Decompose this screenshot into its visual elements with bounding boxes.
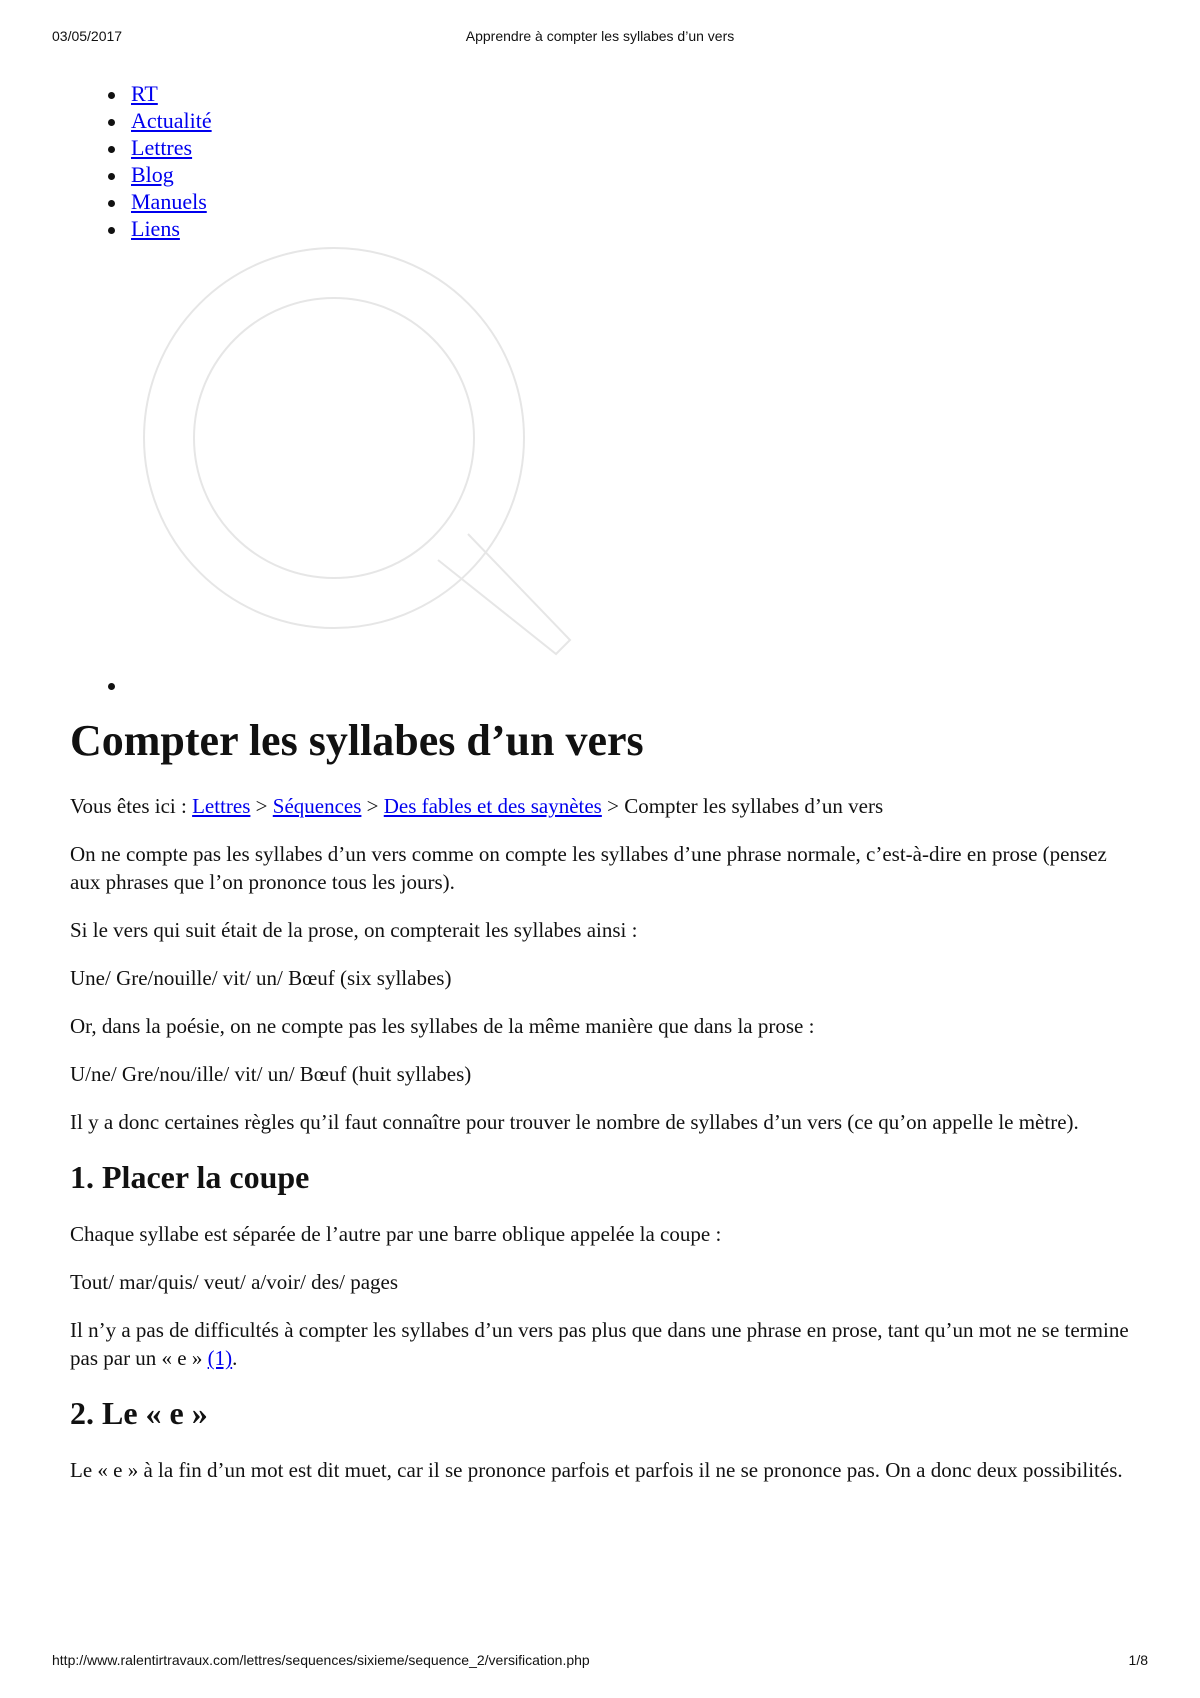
breadcrumb-separator: > [601,794,625,818]
main-content [70,80,1140,1484]
print-title: Apprendre à compter les syllabes d’un vers [465,28,735,44]
footnote-link[interactable]: (1) [207,1346,233,1370]
difficulty-paragraph [70,1316,1140,1372]
print-date: 03/05/2017 [52,28,123,44]
nav-item-manuels [70,188,1140,215]
print-footer [0,1652,1200,1672]
magnifying-glass-icon[interactable] [138,242,578,682]
nav-link-liens[interactable]: Liens [131,216,180,241]
intro-paragraph: On ne compte pas les syllabes d’un vers comme on compte les syllabes d’une phrase normale, c’est-à-dire en prose (pensez aux phrases que l’on prononce tous les jours). [70,842,1107,894]
poetry-paragraph: Or, dans la poésie, on ne compte pas les syllabes de la même manière que dans la prose : [70,1014,815,1038]
difficulty-end: . [232,1346,238,1370]
section-heading-e: 2. Le « e » [70,1395,208,1431]
breadcrumb-link-sequences[interactable]: Séquences [272,794,362,818]
breadcrumb-separator: > [250,794,273,818]
section-heading-coupe: 1. Placer la coupe [70,1159,310,1195]
print-header [0,28,1200,48]
nav-link-blog[interactable]: Blog [131,162,174,187]
breadcrumb-current: Compter les syllabes d’un vers [624,794,884,818]
breadcrumb [70,792,1140,820]
nav-item-lettres [70,134,1140,161]
breadcrumb-link-lettres[interactable]: Lettres [192,794,251,818]
nav-item-actualite [70,107,1140,134]
breadcrumb-separator: > [361,794,384,818]
article-title: Compter les syllabes d’un vers [70,716,644,765]
coupe-paragraph: Chaque syllabe est séparée de l’autre par une barre oblique appelée la coupe : [70,1222,722,1246]
rules-paragraph: Il y a donc certaines règles qu’il faut connaître pour trouver le nombre de syllabes d’un vers (ce qu’on appelle le mètre). [70,1110,1079,1134]
poetry-example: U/ne/ Gre/nou/ille/ vit/ un/ Bœuf (huit syllabes) [70,1062,472,1086]
main-nav [70,80,1140,242]
nav-link-rt[interactable]: RT [131,81,158,106]
nav-link-manuels[interactable]: Manuels [131,189,207,214]
breadcrumb-link-fables[interactable]: Des fables et des saynètes [383,794,602,818]
prose-paragraph: Si le vers qui suit était de la prose, on compterait les syllabes ainsi : [70,918,638,942]
coupe-example: Tout/ mar/quis/ veut/ a/voir/ des/ pages [70,1270,399,1294]
nav-link-actualite[interactable]: Actualité [131,108,212,133]
nav-item-rt [70,80,1140,107]
nav-item-blog [70,161,1140,188]
prose-example: Une/ Gre/nouille/ vit/ un/ Bœuf (six syllabes) [70,966,452,990]
difficulty-text: Il n’y a pas de difficultés à compter les syllabes d’un vers pas plus que dans une phrase en prose, tant qu’un mot ne se termine pas par un « e » [70,1318,1129,1370]
nav-item-liens [70,215,1140,242]
nav-item-search [70,242,1140,702]
print-url: http://www.ralentirtravaux.com/lettres/sequences/sixieme/sequence_2/versification.php [52,1652,590,1668]
e-muet-paragraph: Le « e » à la fin d’un mot est dit muet, car il se prononce parfois et parfois il ne se prononce pas. On a donc deux possibilités. [70,1458,1123,1482]
breadcrumb-prefix: Vous êtes ici : [70,794,193,818]
page-number: 1/8 [1128,1652,1148,1668]
nav-link-lettres[interactable]: Lettres [131,135,193,160]
